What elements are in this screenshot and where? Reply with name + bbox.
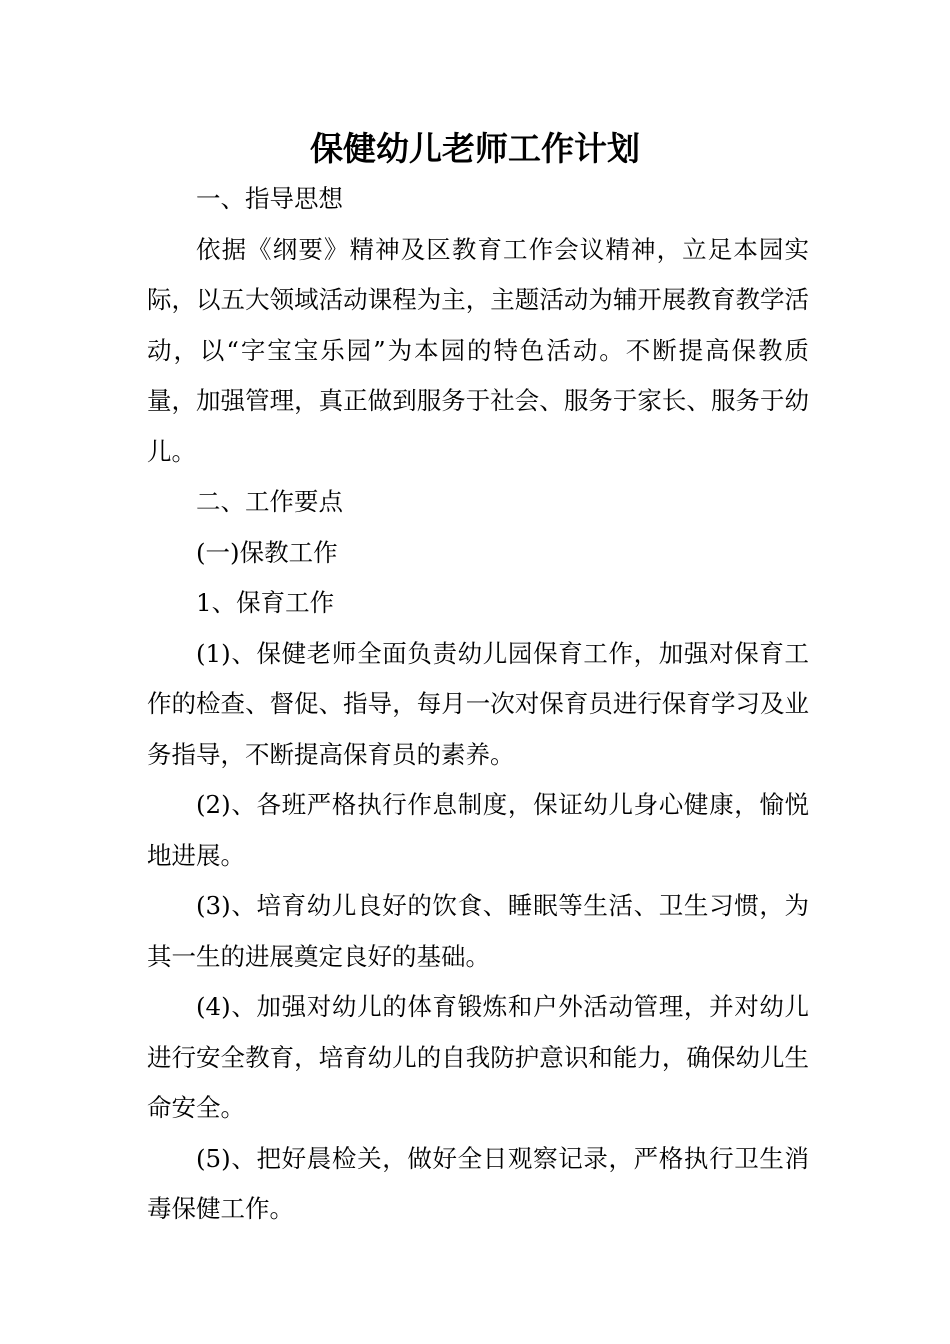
list-item-3: (3)、培育幼儿良好的饮食、睡眠等生活、卫生习惯，为其一生的进展奠定良好的基础。 — [147, 891, 809, 971]
list-item-5: (5)、把好晨检关，做好全日观察记录，严格执行卫生消毒保健工作。 — [147, 1143, 809, 1223]
subsection-heading-nursing-work: 1、保育工作 — [196, 588, 335, 617]
section-heading-guiding-ideology: 一、指导思想 — [196, 184, 343, 213]
paragraph-guiding-ideology: 依据《纲要》精神及区教育工作会议精神，立足本园实际，以五大领域活动课程为主，主题活动为辅开展教育教学活动，以“字宝宝乐园”为本园的特色活动。不断提高保教质量，加强管理，真正做到服务于社会、服务于家长、服务于幼儿。 — [147, 234, 809, 466]
list-item-2: (2)、各班严格执行作息制度，保证幼儿身心健康，愉悦地进展。 — [147, 790, 809, 870]
subsection-heading-care-education: (一)保教工作 — [196, 537, 338, 567]
document-body — [147, 174, 809, 1235]
section-heading-work-points: 二、工作要点 — [196, 487, 343, 516]
document-title: 保健幼儿老师工作计划 — [310, 129, 640, 168]
list-item-4: (4)、加强对幼儿的体育锻炼和户外活动管理，并对幼儿进行安全教育，培育幼儿的自我防护意识和能力，确保幼儿生命安全。 — [147, 992, 809, 1122]
list-item-1: (1)、保健老师全面负责幼儿园保育工作，加强对保育工作的检查、督促、指导，每月一次对保育员进行保育学习及业务指导，不断提高保育员的素养。 — [147, 638, 809, 769]
